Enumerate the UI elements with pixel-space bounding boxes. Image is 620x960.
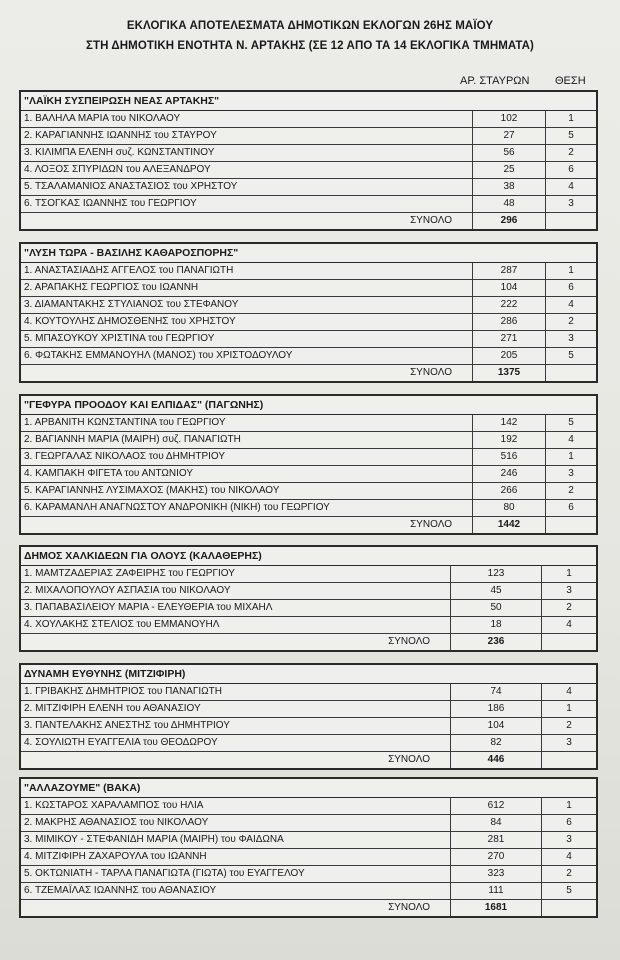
candidate-position: 4	[568, 299, 574, 310]
candidate-position: 3	[566, 834, 572, 845]
table-row	[21, 263, 596, 280]
candidate-position: 2	[568, 316, 574, 327]
table-row	[21, 415, 596, 432]
total-label: ΣΥΝΟΛΟ	[21, 634, 451, 650]
candidate-votes: 186	[451, 701, 542, 717]
candidate-position: 4	[568, 434, 574, 445]
total-row	[21, 213, 596, 229]
candidate-name: 4. ΧΟΥΛΑΚΗΣ ΣΤΕΛΙΟΣ του ΕΜΜΑΝΟΥΗΛ	[21, 617, 451, 633]
candidate-position: 4	[566, 619, 572, 630]
table-row	[21, 111, 596, 128]
candidate-votes: 104	[473, 280, 546, 296]
table-row	[21, 500, 596, 517]
party-name: "ΛΥΣΗ ΤΩΡΑ - ΒΑΣΙΛΗΣ ΚΑΘΑΡΟΣΠΟΡΗΣ"	[21, 244, 596, 263]
table-row	[21, 583, 596, 600]
document-title-line1: ΕΚΛΟΓΙΚΑ ΑΠΟΤΕΛΕΣΜΑΤΑ ΔΗΜΟΤΙΚΩΝ ΕΚΛΟΓΩΝ 26ΗΣ ΜΑΪΟΥ	[126, 20, 494, 32]
candidate-votes: 27	[473, 128, 546, 144]
candidate-position: 3	[568, 198, 574, 209]
candidate-name: 3. ΠΑΠΑΒΑΣΙΛΕΙΟΥ ΜΑΡΙΑ - ΕΛΕΥΘΕΡΙΑ του ΜΙΧΑΗΛ	[21, 600, 451, 616]
party-table-5	[19, 663, 598, 770]
total-votes: 296	[473, 213, 546, 229]
candidate-name: 1. ΒΑΛΗΛΑ ΜΑΡΙΑ του ΝΙΚΟΛΑΟΥ	[21, 111, 473, 127]
party-table-1	[19, 90, 598, 231]
candidate-votes: 612	[451, 798, 542, 814]
candidate-position: 2	[568, 485, 574, 496]
candidate-name: 3. ΜΙΜΙΚΟΥ - ΣΤΕΦΑΝΙΔΗ ΜΑΡΙΑ (ΜΑΙΡΗ) του ΦΑΙΔΩΝΑ	[21, 832, 451, 848]
candidate-name: 4. ΛΟΞΟΣ ΣΠΥΡΙΔΩΝ του ΑΛΕΞΑΝΔΡΟΥ	[21, 162, 473, 178]
candidate-name: 3. ΔΙΑΜΑΝΤΑΚΗΣ ΣΤΥΛΙΑΝΟΣ του ΣΤΕΦΑΝΟΥ	[21, 297, 473, 313]
table-row	[21, 617, 596, 634]
candidate-position: 2	[566, 868, 572, 879]
party-name: "ΛΑΪΚΗ ΣΥΣΠΕΙΡΩΣΗ ΝΕΑΣ ΑΡΤΑΚΗΣ"	[21, 92, 596, 111]
total-row	[21, 634, 596, 650]
table-row	[21, 348, 596, 365]
candidate-votes: 270	[451, 849, 542, 865]
candidate-position: 5	[568, 130, 574, 141]
candidate-votes: 50	[451, 600, 542, 616]
candidate-position: 2	[568, 147, 574, 158]
candidate-name: 2. ΜΑΚΡΗΣ ΑΘΑΝΑΣΙΟΣ του ΝΙΚΟΛΑΟΥ	[21, 815, 451, 831]
candidate-votes: 48	[473, 196, 546, 212]
candidate-position: 1	[568, 113, 574, 124]
candidate-name: 5. ΟΚΤΩΝΙΑΤΗ - ΤΑΡΛΑ ΠΑΝΑΓΙΩΤΑ (ΓΙΩΤΑ) του ΕΥΑΓΓΕΛΟΥ	[21, 866, 451, 882]
candidate-votes: 123	[451, 566, 542, 582]
total-row	[21, 365, 596, 381]
total-label: ΣΥΝΟΛΟ	[21, 517, 473, 533]
total-row	[21, 752, 596, 768]
party-table-4	[19, 545, 598, 652]
candidate-position: 1	[566, 568, 572, 579]
total-row	[21, 517, 596, 533]
table-row	[21, 179, 596, 196]
table-row	[21, 600, 596, 617]
candidate-votes: 271	[473, 331, 546, 347]
candidate-position: 1	[566, 703, 572, 714]
candidate-position: 6	[568, 502, 574, 513]
candidate-votes: 192	[473, 432, 546, 448]
party-name: ΔΥΝΑΜΗ ΕΥΘΥΝΗΣ (ΜΙΤΖΙΦΙΡΗ)	[21, 665, 596, 684]
candidate-votes: 222	[473, 297, 546, 313]
candidate-votes: 286	[473, 314, 546, 330]
total-label: ΣΥΝΟΛΟ	[21, 213, 473, 229]
table-row	[21, 280, 596, 297]
total-votes: 446	[451, 752, 542, 768]
table-row	[21, 196, 596, 213]
candidate-name: 6. ΤΖΕΜΑΪΛΑΣ ΙΩΑΝΝΗΣ του ΑΘΑΝΑΣΙΟΥ	[21, 883, 451, 899]
candidate-name: 4. ΚΑΜΠΑΚΗ ΦΙΓΕΤΑ του ΑΝΤΩΝΙΟΥ	[21, 466, 473, 482]
candidate-position: 1	[568, 451, 574, 462]
party-table-3	[19, 394, 598, 535]
candidate-votes: 516	[473, 449, 546, 465]
candidate-votes: 18	[451, 617, 542, 633]
candidate-position: 6	[566, 817, 572, 828]
candidate-position: 3	[568, 468, 574, 479]
candidate-votes: 82	[451, 735, 542, 751]
candidate-position: 5	[568, 350, 574, 361]
candidate-votes: 142	[473, 415, 546, 431]
total-votes: 236	[451, 634, 542, 650]
party-table-2	[19, 242, 598, 383]
table-row	[21, 145, 596, 162]
candidate-position: 5	[568, 417, 574, 428]
table-row	[21, 718, 596, 735]
candidate-name: 1. ΑΡΒΑΝΙΤΗ ΚΩΝΣΤΑΝΤΙΝΑ του ΓΕΩΡΓΙΟΥ	[21, 415, 473, 431]
candidate-name: 6. ΚΑΡΑΜΑΝΛΗ ΑΝΑΓΝΩΣΤΟΥ ΑΝΔΡΟΝΙΚΗ (ΝΙΚΗ) του ΓΕΩΡΓΙΟΥ	[21, 500, 473, 516]
candidate-votes: 111	[451, 883, 542, 899]
candidate-name: 2. ΑΡΑΠΑΚΗΣ ΓΕΩΡΓΙΟΣ του ΙΩΑΝΝΗ	[21, 280, 473, 296]
candidate-position: 3	[568, 333, 574, 344]
candidate-name: 2. ΜΙΧΑΛΟΠΟΥΛΟΥ ΑΣΠΑΣΙΑ του ΝΙΚΟΛΑΟΥ	[21, 583, 451, 599]
candidate-name: 3. ΠΑΝΤΕΛΑΚΗΣ ΑΝΕΣΤΗΣ του ΔΗΜΗΤΡΙΟΥ	[21, 718, 451, 734]
candidate-votes: 323	[451, 866, 542, 882]
candidate-name: 5. ΤΣΑΛΑΜΑΝΙΟΣ ΑΝΑΣΤΑΣΙΟΣ του ΧΡΗΣΤΟΥ	[21, 179, 473, 195]
total-votes: 1375	[473, 365, 546, 381]
table-row	[21, 128, 596, 145]
table-row	[21, 331, 596, 348]
total-label: ΣΥΝΟΛΟ	[21, 752, 451, 768]
candidate-position: 3	[566, 737, 572, 748]
table-row	[21, 815, 596, 832]
table-row	[21, 432, 596, 449]
table-row	[21, 483, 596, 500]
candidate-votes: 104	[451, 718, 542, 734]
candidate-name: 2. ΚΑΡΑΓΙΑΝΝΗΣ ΙΩΑΝΝΗΣ του ΣΤΑΥΡΟΥ	[21, 128, 473, 144]
candidate-name: 2. ΜΙΤΖΙΦΙΡΗ ΕΛΕΝΗ του ΑΘΑΝΑΣΙΟΥ	[21, 701, 451, 717]
candidate-name: 6. ΦΩΤΑΚΗΣ ΕΜΜΑΝΟΥΗΛ (ΜΑΝΟΣ) του ΧΡΙΣΤΟΔΟΥΛΟΥ	[21, 348, 473, 364]
total-votes: 1681	[451, 900, 542, 916]
party-name: "ΓΕΦΥΡΑ ΠΡΟΟΔΟΥ ΚΑΙ ΕΛΠΙΔΑΣ" (ΠΑΓΩΝΗΣ)	[21, 396, 596, 415]
candidate-position: 3	[566, 585, 572, 596]
total-label: ΣΥΝΟΛΟ	[21, 900, 451, 916]
candidate-name: 3. ΚΙΛΙΜΠΑ ΕΛΕΝΗ συζ. ΚΩΝΣΤΑΝΤΙΝΟΥ	[21, 145, 473, 161]
total-label: ΣΥΝΟΛΟ	[21, 365, 473, 381]
table-row	[21, 866, 596, 883]
candidate-votes: 80	[473, 500, 546, 516]
column-header-position: ΘΕΣΗ	[555, 75, 586, 87]
candidate-position: 4	[566, 686, 572, 697]
candidate-votes: 74	[451, 684, 542, 700]
candidate-position: 1	[566, 800, 572, 811]
candidate-name: 5. ΜΠΑΣΟΥΚΟΥ ΧΡΙΣΤΙΝΑ του ΓΕΩΡΓΙΟΥ	[21, 331, 473, 347]
candidate-votes: 266	[473, 483, 546, 499]
candidate-votes: 287	[473, 263, 546, 279]
table-row	[21, 798, 596, 815]
candidate-name: 3. ΓΕΩΡΓΑΛΑΣ ΝΙΚΟΛΑΟΣ του ΔΗΜΗΤΡΙΟΥ	[21, 449, 473, 465]
party-table-6	[19, 777, 598, 918]
party-name: "ΑΛΛΑΖΟΥΜΕ" (ΒΑΚΑ)	[21, 779, 596, 798]
candidate-votes: 102	[473, 111, 546, 127]
table-row	[21, 466, 596, 483]
candidate-name: 4. ΣΟΥΛΙΩΤΗ ΕΥΑΓΓΕΛΙΑ του ΘΕΟΔΩΡΟΥ	[21, 735, 451, 751]
table-row	[21, 314, 596, 331]
candidate-name: 1. ΓΡΙΒΑΚΗΣ ΔΗΜΗΤΡΙΟΣ του ΠΑΝΑΓΙΩΤΗ	[21, 684, 451, 700]
candidate-votes: 84	[451, 815, 542, 831]
table-row	[21, 684, 596, 701]
candidate-votes: 205	[473, 348, 546, 364]
table-row	[21, 735, 596, 752]
candidate-votes: 56	[473, 145, 546, 161]
candidate-name: 1. ΚΩΣΤΑΡΟΣ ΧΑΡΑΛΑΜΠΟΣ του ΗΛΙΑ	[21, 798, 451, 814]
candidate-name: 4. ΚΟΥΤΟΥΛΗΣ ΔΗΜΟΣΘΕΝΗΣ του ΧΡΗΣΤΟΥ	[21, 314, 473, 330]
candidate-position: 5	[566, 885, 572, 896]
table-row	[21, 832, 596, 849]
total-votes: 1442	[473, 517, 546, 533]
candidate-name: 1. ΑΝΑΣΤΑΣΙΑΔΗΣ ΑΓΓΕΛΟΣ του ΠΑΝΑΓΙΩΤΗ	[21, 263, 473, 279]
table-row	[21, 883, 596, 900]
candidate-position: 2	[566, 602, 572, 613]
table-row	[21, 566, 596, 583]
candidate-position: 4	[568, 181, 574, 192]
table-row	[21, 449, 596, 466]
candidate-votes: 38	[473, 179, 546, 195]
candidate-name: 4. ΜΙΤΖΙΦΙΡΗ ΖΑΧΑΡΟΥΛΑ του ΙΩΑΝΝΗ	[21, 849, 451, 865]
table-row	[21, 701, 596, 718]
candidate-name: 2. ΒΑΓΙΑΝΝΗ ΜΑΡΙΑ (ΜΑΙΡΗ) συζ. ΠΑΝΑΓΙΩΤΗ	[21, 432, 473, 448]
table-row	[21, 849, 596, 866]
party-name: ΔΗΜΟΣ ΧΑΛΚΙΔΕΩΝ ΓΙΑ ΟΛΟΥΣ (ΚΑΛΑΘΕΡΗΣ)	[21, 547, 596, 566]
candidate-position: 2	[566, 720, 572, 731]
candidate-name: 1. ΜΑΜΤΖΑΔΕΡΙΑΣ ΖΑΦΕΙΡΗΣ του ΓΕΩΡΓΙΟΥ	[21, 566, 451, 582]
candidate-votes: 25	[473, 162, 546, 178]
candidate-name: 6. ΤΣΟΓΚΑΣ ΙΩΑΝΝΗΣ του ΓΕΩΡΓΙΟΥ	[21, 196, 473, 212]
candidate-name: 5. ΚΑΡΑΓΙΑΝΝΗΣ ΛΥΣΙΜΑΧΟΣ (ΜΑΚΗΣ) του ΝΙΚΟΛΑΟΥ	[21, 483, 473, 499]
candidate-votes: 246	[473, 466, 546, 482]
candidate-votes: 45	[451, 583, 542, 599]
table-row	[21, 162, 596, 179]
column-header-votes: ΑΡ. ΣΤΑΥΡΩΝ	[460, 75, 530, 87]
table-row	[21, 297, 596, 314]
candidate-position: 6	[568, 282, 574, 293]
candidate-position: 1	[568, 265, 574, 276]
document-title-line2: ΣΤΗ ΔΗΜΟΤΙΚΗ ΕΝΟΤΗΤΑ Ν. ΑΡΤΑΚΗΣ (ΣΕ 12 ΑΠΟ ΤΑ 14 ΕΚΛΟΓΙΚΑ ΤΜΗΜΑΤΑ)	[86, 40, 534, 52]
total-row	[21, 900, 596, 916]
candidate-position: 6	[568, 164, 574, 175]
candidate-votes: 281	[451, 832, 542, 848]
candidate-position: 4	[566, 851, 572, 862]
